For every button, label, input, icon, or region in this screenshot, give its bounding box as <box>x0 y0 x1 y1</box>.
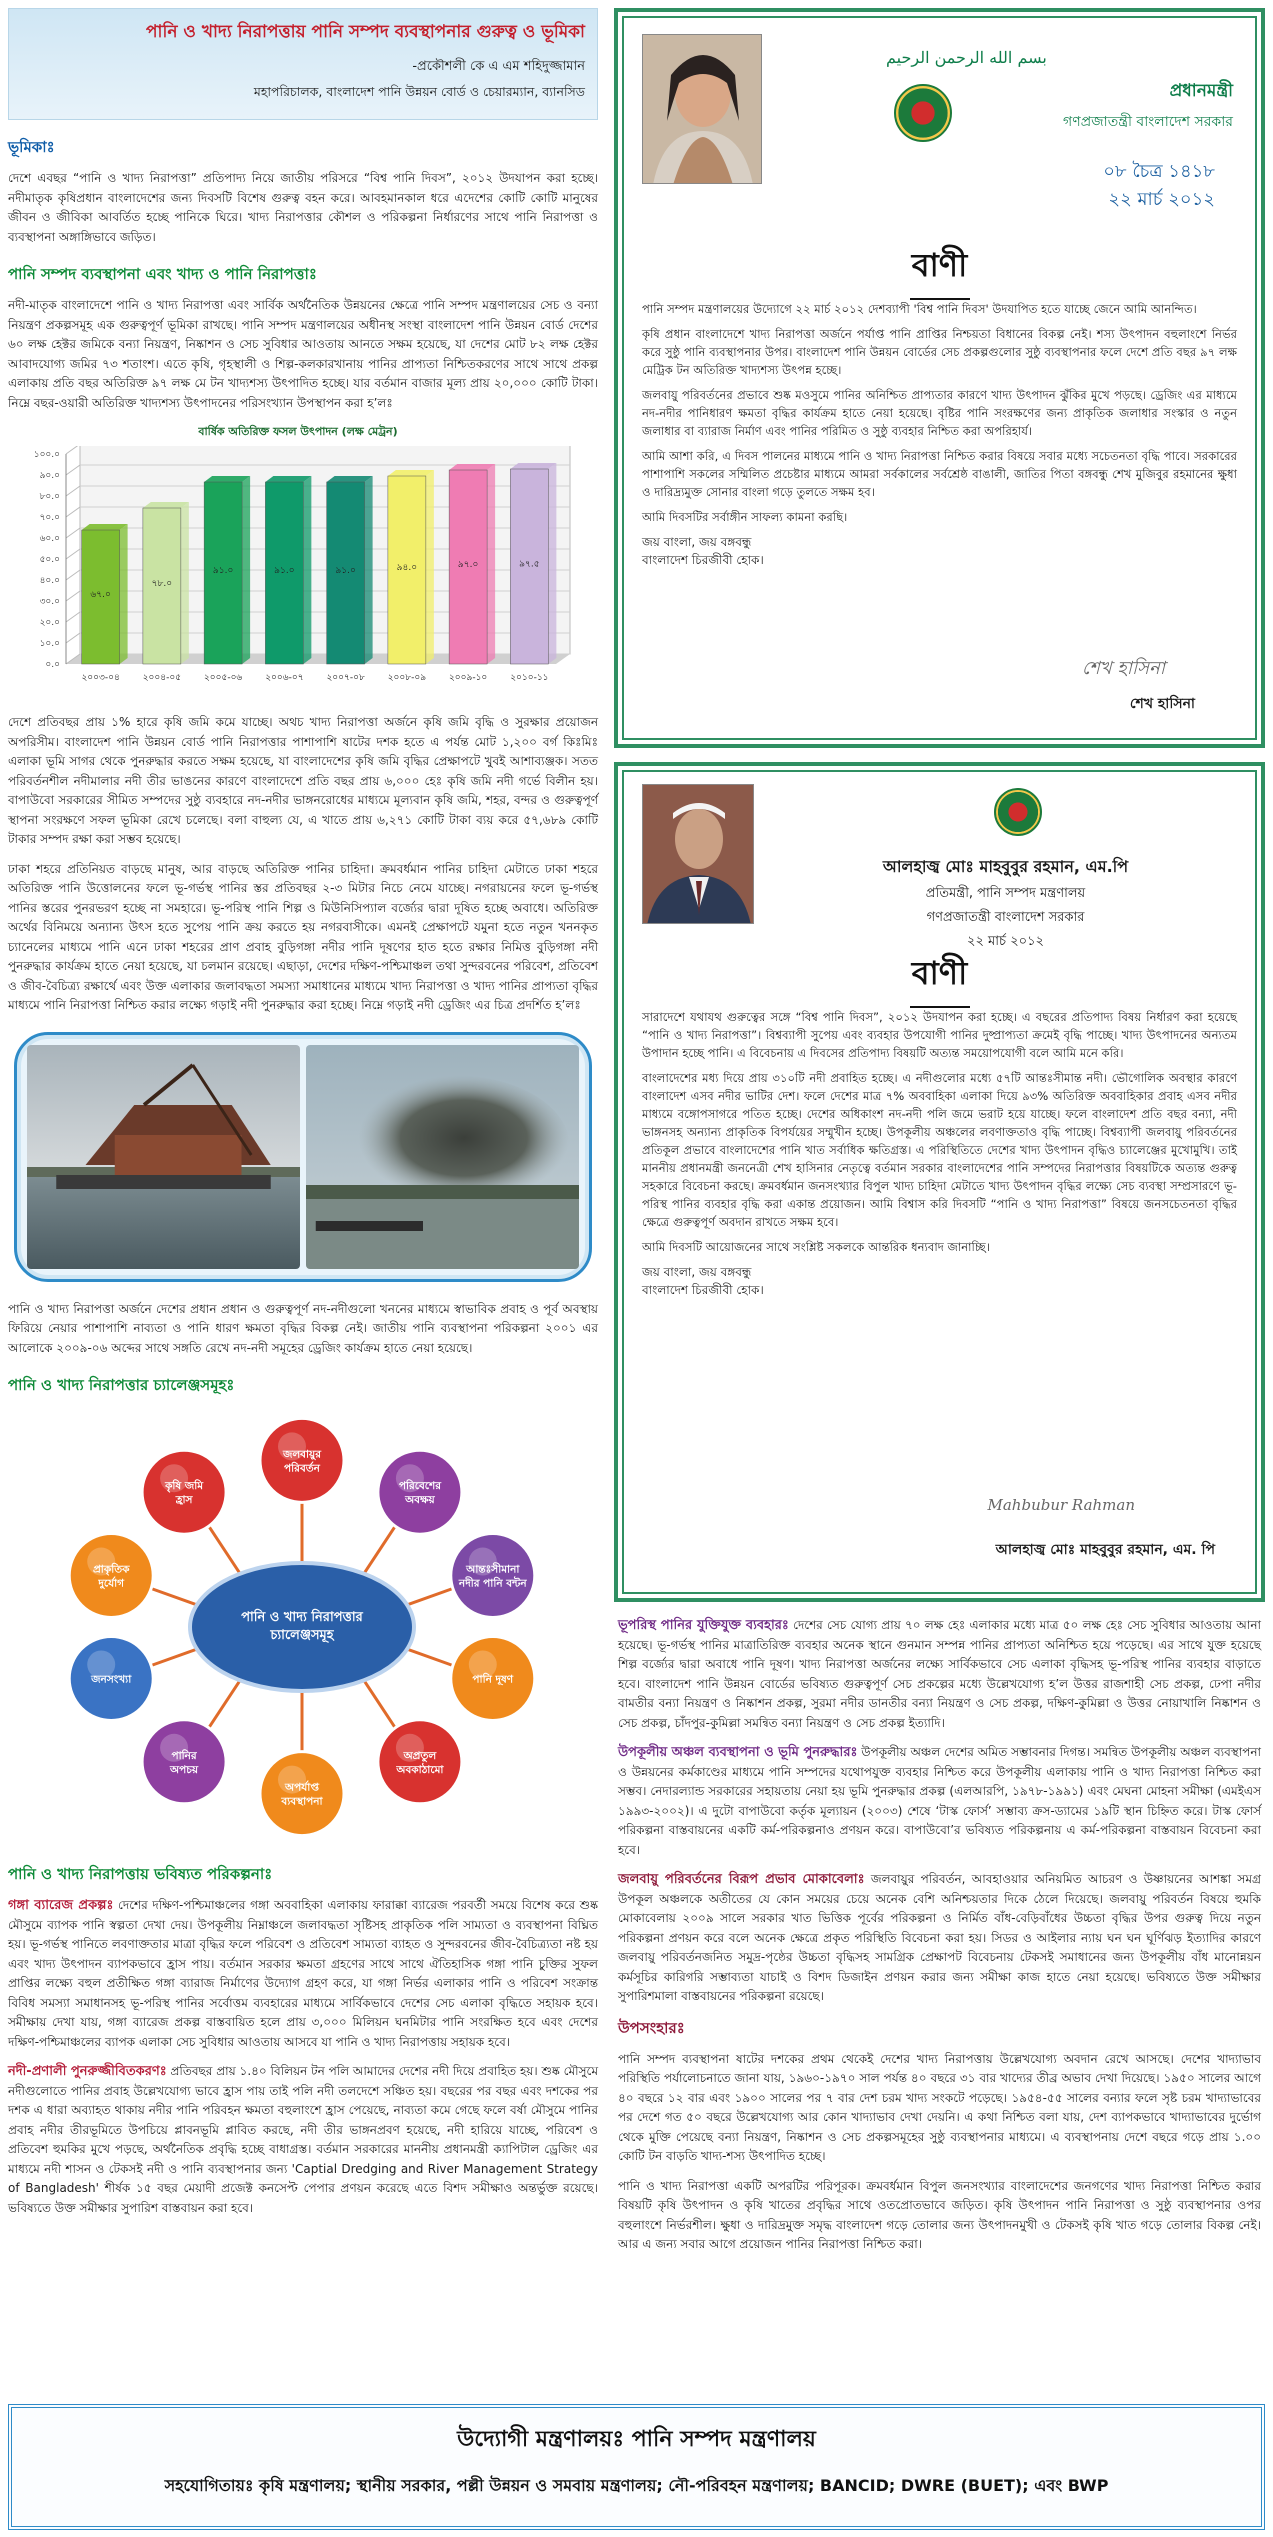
chart-gridline-side <box>66 486 80 496</box>
pm-signature: শেখ হাসিনা <box>1081 658 1165 679</box>
diagram-node-label: প্রাকৃতিক <box>92 1563 130 1576</box>
minister-head <box>774 854 1237 953</box>
article-header <box>8 8 598 120</box>
diagram-center-label: পানি ও খাদ্য নিরাপত্তার <box>241 1610 363 1625</box>
chart-value-label: ৯১.০ <box>335 566 356 576</box>
dredge-heading: নদী-প্রণালী পুনরুজ্জীবিতকরণঃ <box>8 2064 167 2079</box>
pm-body <box>642 300 1237 569</box>
dredging-photos <box>14 1032 592 1282</box>
climate-text: জলবায়ুর পরিবর্তন, আবহাওয়ার অনিয়মিত আচরণ ও উষ্ণায়নের আশঙ্কা সমগ্র উপকূল অঞ্চলকে অতীতের যে কোন সময়ের চেয়ে অনেক বেশি অনিশ্চয়তার দিকে ঠেলে দিয়েছে। জলবায়ু পরিবর্তন বিষয়ে হুমকি মোকাবেলায় ২০০৯ সালে সরকার খাত ভিত্তিক পূর্বের পরিকল্পনা ও নির্মিত বাঁধ-বেড়িবাঁধের উচ্চতা বৃদ্ধির উপর গুরুত্ব দিয়ে নতুন পরিকল্পনা প্রণয়ন করে বলে অনেক ক্ষেত্রে প্রকৃত পরিস্থিতি বিবেচনা করা হয়। সিডর ও আইলার ন্যায় ঘন ঘন ঘূর্ণিঝড় ইত্যাদির কারণে জলবায়ু পরিবর্তনজনিত সমুদ্র-পৃষ্ঠের উচ্চতা বৃদ্ধিসহ সামগ্রিক প্রেক্ষাপট বিবেচনায় টেকসই সমাধানের জন্য উপকূলীয় বাঁধ মানোন্নয়ন কর্মসূচির কারিগরি সম্ভাব্যতা যাচাই ও বিশদ ডিজাইন প্রণয়ন করার জন্য সমীক্ষা কাজ হাতে নেয়া হয়েছে। ভবিষ্যতে উক্ত সমীক্ষার সুপারিশমালা বাস্তবায়নের পরিকল্পনা রয়েছে। <box>618 1872 1261 2003</box>
production-chart <box>18 423 578 703</box>
climate-paragraph <box>618 1870 1261 2007</box>
article-title: পানি ও খাদ্য নিরাপত্তায় পানি সম্পদ ব্যবস্থাপনার গুরুত্ব ও ভূমিকা <box>145 22 585 42</box>
diagram-node-label: কৃষি জমি <box>165 1480 204 1493</box>
minister-signer: আলহাজ্ব মোঃ মাহবুবুর রহমান, এম. পি <box>995 1542 1215 1558</box>
pm-date-bn: ০৮ চৈত্র ১৪১৮ <box>1103 161 1215 182</box>
chart-bar-top <box>449 464 495 470</box>
chart-value-label: ৯১.০ <box>212 566 234 576</box>
conclusion-p2: পানি ও খাদ্য নিরাপত্তা একটি অপরটির পরিপূরক। ক্রমবর্ধমান বিপুল জনসংখ্যার বাংলাদেশের জনগণের খাদ্য নিরাপত্তা নিশ্চিত করার বিষয়টি কৃষি উৎপাদন ও কৃষি খাতের প্রবৃদ্ধির সাথে ওতপ্রোতভাবে জড়িত। কৃষি উৎপাদন পানি নিরাপত্তা ও সুষ্ঠু ব্যবস্থাপনার ওপর বহুলাংশে নির্ভরশীল। ক্ষুধা ও দারিদ্রমুক্ত সমৃদ্ধ বাংলাদেশ গড়ে তোলার জন্য উৎপাদনমুখী ও টেকসই কৃষি খাত গড়ে তোলার বিকল্প নেই। আর এ জন্য সবার আগে প্রয়োজন পানির নিরাপত্তা নিশ্চিত করা। <box>618 2178 1261 2251</box>
diagram-node-label: অবকাঠামো <box>396 1763 444 1776</box>
minister-body <box>642 1008 1237 1299</box>
challenges-diagram <box>22 1407 582 1847</box>
chart-gridline-side <box>66 507 80 517</box>
chart-value-label: ৬৭.০ <box>90 590 111 600</box>
pm-date-block <box>1103 158 1215 214</box>
diagram-node-label: আন্তঃসীমানা <box>466 1563 520 1576</box>
chart-bar-side <box>487 464 495 664</box>
pm-title: প্রধানমন্ত্রী <box>1169 81 1233 101</box>
ganges-paragraph <box>8 1896 598 2052</box>
sand-discharge-photo <box>306 1045 579 1269</box>
pm-message-inner <box>622 16 1257 740</box>
chart-bar-side <box>426 470 434 664</box>
dredge-text: প্রতিবছর প্রায় ১.৪০ বিলিয়ন টন পলি আমাদের দেশের নদী দিয়ে প্রবাহিত হয়। শুষ্ক মৌসুমে নদীগুলোতে পানির প্রবাহ উল্লেখযোগ্য ভাবে হ্রাস পায় তাই পলি নদী তলদেশে সঞ্চিত হয়। বছরের পর বছর এবং দশকের পর দশক এ ধারা অব্যাহত থাকায় নদীর পানি পরিবহন ক্ষমতা বহুলাংশে হ্রাস পেয়েছে, নাব্যতা কমে গেছে ফলে বর্ষা মৌসুমে পানির প্রবাহ নদীর তীরভূমিতে উপচিয়ে প্লাবনভূমি প্লাবিত করছে, নদী তীর ভাঙ্গনপ্রবণ হয়েছে, নদী হারিয়ে যাচ্ছে, পরিবেশ ও প্রতিবেশ হুমকির মুখে পড়ছে, অর্থনৈতিক প্রবৃদ্ধি হচ্ছে বাধাগ্রস্ত। বর্তমান সরকারের মাননীয় প্রধানমন্ত্রী ক্যাপিটাল ড্রেজিং এর মাধ্যমে নদী শাসন ও টেকসই নদী ও পানি ব্যবস্থাপনার জন্য 'Captial Dredging and River Management Strategy of Bangladesh' শীর্ষক ১৫ বছর মেয়াদী প্রজেক্ট কনসেপ্ট পেপার প্রণয়ন করেছে এতে বিশদ সমীক্ষাও অন্তর্ভুক্ত রয়েছে। ভবিষ্যতে উক্ত সমীক্ষার সুপারিশ বাস্তবায়ন করা হবে। <box>8 2064 598 2215</box>
intro-heading: ভূমিকাঃ <box>8 138 55 156</box>
chart-bar-top <box>388 470 434 476</box>
minister-message-inner <box>622 770 1257 1594</box>
chart-ytick-label: ১০০.০ <box>33 450 60 460</box>
diagram-connector <box>361 1526 395 1578</box>
pm-p2: কৃষি প্রধান বাংলাদেশে খাদ্য নিরাপত্তা অর্জনে পর্যাপ্ত পানি প্রাপ্তির নিশ্চয়তা বিধানের বিকল্প নেই। শস্য উৎপাদন বহুলাংশে নির্ভর করে সুষ্ঠু পানি ব্যবস্থাপনার উপর। বাংলাদেশ পানি উন্নয়ন বোর্ডের সেচ প্রকল্পগুলোর সুষ্ঠু ব্যবস্থাপনার ফলে দেশে প্রতি বছর ৯৭ লক্ষ মেট্রিক টন অতিরিক্ত খাদ্যশস্য উৎপন্ন হচ্ছে। <box>642 327 1237 377</box>
chart-ytick-label: ১০.০ <box>39 639 60 649</box>
minister-name: আলহাজ্ব মোঃ মাহবুবুর রহমান, এম.পি <box>882 857 1129 876</box>
pm-p5: আমি দিবসটির সর্বাঙ্গীন সাফল্য কামনা করছি। <box>642 510 848 524</box>
diagram-connector <box>361 1676 395 1728</box>
minister-bani-block <box>624 948 1255 1008</box>
chart-bar-side <box>548 463 556 664</box>
ministry-emblem <box>994 788 1042 836</box>
minister-p3: আমি দিবসটি আয়োজনের সাথে সংশ্লিষ্ট সকলকে আন্তরিক ধন্যবাদ জানাচ্ছি। <box>642 1240 990 1254</box>
minister-p1: সারাদেশে যথাযথ গুরুত্বের সঙ্গে “বিশ্ব পানি দিবস”, ২০১২ উদযাপন করা হচ্ছে। এ বছরের প্রতিপাদ্য বিষয় নির্ধারণ করা হয়েছে “পানি ও খাদ্য নিরাপত্তা”। বিশ্বব্যাপী সুপেয় এবং ব্যবহার উপযোগী পানির দুষ্প্রাপ্যতা ক্রমেই বৃদ্ধি পাচ্ছে। খাদ্য উৎপাদনের অন্যতম উপাদান হচ্ছে পানি। এ বিবেচনায় এ দিবসের প্রতিপাদ্য বিষয়টি অত্যন্ত সময়োপযোগী বলে আমি মনে করি। <box>642 1010 1237 1060</box>
pm-title-block <box>1063 78 1233 134</box>
future-heading: পানি ও খাদ্য নিরাপত্তায় ভবিষ্যত পরিকল্পনাঃ <box>8 1865 273 1883</box>
pm-signer: শেখ হাসিনা <box>1129 696 1195 712</box>
diagram-node-label: অপর্যাপ্ত <box>285 1781 319 1794</box>
left-column <box>8 8 598 2408</box>
conclusion-heading: উপসংহারঃ <box>618 2018 685 2037</box>
chart-gridline-side <box>66 633 80 643</box>
chart-ytick-label: ৪০.০ <box>39 576 60 586</box>
chart-gridline-side <box>66 465 80 475</box>
surface-paragraph <box>618 1616 1261 1733</box>
diagram-node-label: অবক্ষয় <box>405 1494 435 1507</box>
diagram-center-label: চ্যালেঞ্জসমূহ <box>270 1628 334 1643</box>
chart-bar-side <box>242 476 250 664</box>
chart-ytick-label: ৫০.০ <box>39 555 60 565</box>
pm-closing-2: বাংলাদেশ চিরজীবী হোক। <box>642 553 764 567</box>
footer-main: উদ্যোগী মন্ত্রণালয়ঃ পানি সম্পদ মন্ত্রণালয় <box>457 2427 816 2452</box>
diagram-node-label: হ্রাস <box>175 1494 193 1507</box>
chart-category-label: ২০০৫-০৬ <box>203 673 243 683</box>
pm-org: গণপ্রজাতন্ত্রী বাংলাদেশ সরকার <box>1063 114 1233 130</box>
diagram-node-label: জনসংখ্যা <box>91 1673 132 1686</box>
minister-bani-heading: বাণী <box>911 954 968 992</box>
chart-value-label: ৯৭.৫ <box>519 559 540 570</box>
right-column <box>614 8 1265 2408</box>
chart-ytick-label: ৯০.০ <box>39 471 60 481</box>
footer-sub: সহযোগিতায়ঃ কৃষি মন্ত্রণালয়; স্থানীয় সরকার, পল্লী উন্নয়ন ও সমবায় মন্ত্রণালয়; নৌ-পরিবহন মন্ত্রণালয়; BANCID; DWRE (BUET); এবং BWP <box>164 2476 1109 2495</box>
right-article <box>614 1616 1265 2255</box>
pm-date-en: ২২ মার্চ ২০১২ <box>1108 189 1215 210</box>
chart-category-label: ২০০৯-১০ <box>448 673 488 683</box>
pm-p3: জলবায়ু পরিবর্তনের প্রভাবে শুষ্ক মওসুমে পানির অনিশ্চিত প্রাপ্যতার কারণে খাদ্য উৎপাদন ঝুঁকির মুখে পড়ছে। ড্রেজিং এর মাধ্যমে নদ-নদীর পানিধারণ ক্ষমতা বৃদ্ধির কার্যক্রম হাতে নেয়া হয়েছে। বৃষ্টির পানি সংরক্ষণের জন্য প্রাকৃতিক জলাধার সংস্কার ও নতুন জলাধার বা ব্যারাজ নির্মাণ এবং পানির পরিমিত ও সুষ্ঠু ব্যবহার নিশ্চিত করা অপরিহার্য। <box>642 388 1237 438</box>
bismillah: بسم الله الرحمن الرحيم <box>886 48 1047 67</box>
wrm-heading: পানি সম্পদ ব্যবস্থাপনা এবং খাদ্য ও পানি নিরাপত্তাঃ <box>8 265 317 283</box>
pm-closing-1: জয় বাংলা, জয় বঙ্গবন্ধু <box>642 535 752 549</box>
chart-category-label: ২০১০-১১ <box>510 673 549 683</box>
chart-ytick-label: ৬০.০ <box>39 534 60 544</box>
diagram-center <box>190 1563 414 1691</box>
chart-bar-side <box>120 524 128 664</box>
diagram-node-label: জলবায়ুর <box>282 1448 322 1461</box>
dredger-photo <box>27 1045 300 1269</box>
pm-bani-block <box>624 240 1255 300</box>
diagram-connector <box>209 1526 243 1578</box>
diagram-svg <box>22 1407 582 1847</box>
diagram-node-label: পরিবর্তন <box>284 1462 320 1475</box>
wrm-paragraph: নদী-মাতৃক বাংলাদেশে পানি ও খাদ্য নিরাপত্তা এবং সার্বিক অর্থনৈতিক উন্নয়নের ক্ষেত্রে পানি সম্পদ মন্ত্রণালয়ের সেচ ও বন্যা নিয়ন্ত্রণ প্রকল্পসমূহ এক গুরুত্বপূর্ণ ভূমিকা রাখছে। পানি সম্পদ মন্ত্রণালয়ের অধীনস্থ সংস্থা বাংলাদেশ পানি উন্নয়ন বোর্ড দেশের ৬০ লক্ষ হেক্টর জমিকে বন্যা নিয়ন্ত্রণ, নিষ্কাশন ও সেচ সুবিধার আওতায় আনতে সক্ষম হয়েছে, যা দেশের মোট ৮২ লক্ষ হেক্টর আবাদযোগ্য জমির ৭৩ শতাংশ। এতে কৃষি, গৃহস্থালী ও শিল্প-কলকারখানায় পানির প্রাপ্যতা নিশ্চিতকরণের সাথে সাথে প্রকল্প এলাকায় প্রতি বছর অতিরিক্ত ৯৭ লক্ষ মে টন খাদ্যশস্য উৎপাদিত হচ্ছে। যার বর্তমান বাজার মূল্য প্রায় ২০,০০০ কোটি টাকা। নিম্নে বছর-ওয়ারী অতিরিক্ত খাদ্যশস্য উৎপাদনের পরিসংখ্যান উপস্থাপন করা হ’লঃ <box>8 298 598 410</box>
chart-value-label: ৭৮.০ <box>151 579 173 589</box>
surface-heading: ভূপরিস্থ পানির যুক্তিযুক্ত ব্যবহারঃ <box>618 1618 789 1633</box>
minister-message-box <box>614 762 1265 1602</box>
minister-closing-1: জয় বাংলা, জয় বঙ্গবন্ধু <box>642 1265 752 1279</box>
intro-paragraph: দেশে এবছর “পানি ও খাদ্য নিরাপত্তা” প্রতিপাদ্য নিয়ে জাতীয় পরিসরে “বিশ্ব পানি দিবস”, ২০১২ উদযাপন করা হচ্ছে। নদীমাতৃক কৃষিপ্রধান বাংলাদেশের জন্য দিবসটি বিশেষ গুরুত্ব বহন করে। আবহমানকাল ধরে এদেশের কোটি কোটি মানুষের জীবন ও জীবিকা আবর্তিত হচ্ছে পানিকে ঘিরে। খাদ্য নিরাপত্তার কৌশল ও পরিকল্পনা নির্ধারণের সাথে পানি নিরাপত্তা ও ব্যবস্থাপনা অঙ্গাঙ্গিভাবে জড়িত। <box>8 171 598 244</box>
chart-gridline-side <box>66 612 80 622</box>
challenge-heading: পানি ও খাদ্য নিরাপত্তার চ্যালেঞ্জসমূহঃ <box>8 1376 235 1394</box>
chart-bar-side <box>303 476 311 664</box>
article-author: -প্রকৌশলী কে এ এম শহিদুজ্জামান <box>412 59 585 74</box>
article-designation: মহাপরিচালক, বাংলাদেশ পানি উন্নয়ন বোর্ড ও চেয়ারম্যান, ব্যানসিড <box>253 84 585 99</box>
dhaka-paragraph: ঢাকা শহরে প্রতিনিয়ত বাড়ছে মানুষ, আর বাড়ছে অতিরিক্ত পানির চাহিদা। ক্রমবর্ধমান পানির চাহিদা মেটাতে ঢাকা শহরে অতিরিক্ত পানি উত্তোলনের ফলে ভূ-গর্ভস্থ পানির স্তর প্রতিবছর ২-৩ মিটার নিচে নেমে যাচ্ছে। নগরায়নের ফলে ভূ-গর্ভস্থ পানির স্তরের পুনরভরণ হচ্ছে না সমহারে। ভূ-পরিস্থ পানি শিল্প ও মিউনিসিপ্যাল বর্জ্যের দ্বারা দূষিত হচ্ছে অবাধে। অতিরিক্ত অর্থের বিনিময়ে অন্যান্য উৎস হতে সুপেয় পানি ক্রয় করতে হয় নগরবাসীকে। এমনই প্রেক্ষাপটে যমুনা হতে নতুন খননকৃত চ্যানেলের মাধ্যমে পানি এনে ঢাকা শহরের প্রাণ প্রবাহ বুড়িগঙ্গা নদীর পানি দূষণের হাত হতে রক্ষার নিমিত্ত বুড়িগঙ্গা নদী পুনরুদ্ধার কার্যক্রম হাতে নেয়া হয়েছে, যা চলমান রয়েছে। এছাড়া, দেশের দক্ষিণ-পশ্চিমাঞ্চল তথা সুন্দরবনের পরিবেশ, প্রতিবেশ ও জীব-বৈচিত্র্য রক্ষার্থে এবং উক্ত এলাকার জলাবদ্ধতা সমস্যা সমাধানের মাধ্যমে খাদ্য নিরাপত্তা ও খাদ্য পানির প্রাপ্যতা বৃদ্ধির মাধ্যমে পানি নিরাপত্তা নিশ্চিত করার লক্ষ্যে গড়াই নদী পুনরুদ্ধার করা হচ্ছে। নিম্নে গড়াই নদী ড্রেজিং এর চিত্র প্রদর্শিত হ’লঃ <box>8 861 598 1012</box>
ganges-heading: গঙ্গা ব্যারেজ প্রকল্পঃ <box>8 1898 114 1913</box>
minister-title: প্রতিমন্ত্রী, পানি সম্পদ মন্ত্রণালয় <box>925 886 1086 901</box>
pm-p1: পানি সম্পদ মন্ত্রণালয়ের উদ্যোগে ২২ মার্চ ২০১২ দেশব্যাপী 'বিশ্ব পানি দিবস' উদযাপিত হতে যাচ্ছে জেনে আমি আনন্দিত। <box>642 302 1197 316</box>
chart-gridline-side <box>66 446 80 454</box>
chart-value-label: ৯৪.০ <box>396 563 418 573</box>
chart-bar-side <box>181 502 189 664</box>
coastal-heading: উপকূলীয় অঞ্চল ব্যবস্থাপনা ও ভূমি পুনরুদ্ধারঃ <box>618 1745 858 1760</box>
river-paragraph: পানি ও খাদ্য নিরাপত্তা অর্জনে দেশের প্রধান প্রধান ও গুরুত্বপূর্ণ নদ-নদীগুলো খননের মাধ্যমে স্বাভাবিক প্রবাহ ও পূর্ব অবস্থায় ফিরিয়ে নেয়ার পাশাপাশি নাব্যতা ও পানি ধারণ ক্ষমতা বৃদ্ধির বিকল্প নেই। জাতীয় পানি ব্যবস্থাপনা পরিকল্পনা ২০০১ এর আলোকে ২০০৯-০৬ অব্দের সাথে সঙ্গতি রেখে নদ-নদী সমূহের ড্রেজিং কার্যক্রম হাতে নেয়া হয়েছে। <box>8 1301 598 1355</box>
diagram-connector <box>209 1676 243 1728</box>
diagram-node-label: পানির <box>171 1749 197 1762</box>
pm-message-box <box>614 8 1265 748</box>
minister-signature: Mahbubur Rahman <box>987 1496 1135 1514</box>
chart-category-label: ২০০৩-০৪ <box>81 673 120 683</box>
minister-portrait <box>642 784 754 924</box>
minister-org: গণপ্রজাতন্ত্রী বাংলাদেশ সরকার <box>926 910 1085 925</box>
chart-value-label: ৯৭.০ <box>457 560 479 570</box>
chart-ytick-label: ০.০ <box>45 660 60 670</box>
chart-category-label: ২০০৭-০৮ <box>326 673 365 683</box>
chart-svg <box>18 446 578 708</box>
chart-title: বার্ষিক অতিরিক্ত ফসল উৎপাদন (লক্ষ মেট্রন) <box>198 425 398 438</box>
chart-ytick-label: ৭০.০ <box>39 513 60 523</box>
pm-portrait <box>642 34 762 184</box>
conclusion-p1: পানি সম্পদ ব্যবস্থাপনা ষাটের দশকের প্রথম থেকেই দেশের খাদ্য নিরাপত্তায় উল্লেখযোগ্য অবদান রেখে আসছে। দেশের খাদ্যাভাব পরিস্থিতি পর্যালোচনাতে জানা যায়, ১৯৬০-১৯৭০ সাল পর্যন্ত ৪০ বছরে ৩১ বার খাদ্যের তীব্র অভাব দেখা দিয়েছে। ১৯৫০ সালের আগে ৪০ বছরে ১২ বার এবং ১৯০০ সালের পর ৭ বার দেশ চরম খাদ্য সংকটে পড়েছে। ১৯৫৪-৫৫ সালের বন্যার ফলে সৃষ্ট চরম খাদ্যাভাবের পর দেশে গত ৫০ বছরে উল্লেখযোগ্য আর কোন খাদ্যাভাব দেখা দেয়নি। এ কথা নিশ্চিত বলা যায়, দেশ ব্যাপকভাবে খাদ্যাভাবের দুর্ভোগ থেকে মুক্তি পেয়েছে বন্যা নিয়ন্ত্রণ, নিষ্কাশন ও সেচ প্রকল্পসমূহের সুষ্ঠু ব্যবস্থাপনার মাধ্যমে। এ ব্যবস্থাপনায় দেশে বছরে গড়ে প্রায় ১.০০ কোটি টন বাড়তি খাদ্য-শস্য উৎপাদিত হচ্ছে। <box>618 2051 1261 2163</box>
chart-ytick-label: ২০.০ <box>39 618 60 628</box>
footer <box>8 2404 1265 2530</box>
chart-category-label: ২০০৪-০৫ <box>142 673 182 683</box>
minister-p2: বাংলাদেশের মধ্য দিয়ে প্রায় ৩১০টি নদী প্রবাহিত হচ্ছে। এ নদীগুলোর মধ্যে ৫৭টি আন্তঃসীমান্ত নদী। ভৌগোলিক অবস্থার কারণে বাংলাদেশ এসব নদীর ভাটির দেশ। ফলে দেশের মাত্র ৭% অববাহিকা এলাকা দিয়ে ৯৩% অতিরিক্ত অববাহিকার প্রবাহ এসব নদীর মাধ্যমে বঙ্গোপসাগরে পতিত হচ্ছে। দেশের অধিকাংশ নদ-নদী পলি জমে ভরাট হয়ে যাচ্ছে। ফলে বাংলাদেশ প্রতি বছর বন্যা, নদী ভাঙ্গনসহ অন্যান্য প্রাকৃতিক বিপর্যয়ের সম্মুখীন হচ্ছে। উপকূলীয় অঞ্চলের লবণাক্ততাও বৃদ্ধি পাচ্ছে। বিশ্বব্যাপী জলবায়ু পরিবর্তনের প্রতিকূল প্রভাবে বাংলাদেশের পানি খাত সর্বাধিক ক্ষতিগ্রস্ত। এ পরিস্থিতিতে দেশের খাদ্য উৎপাদন বৃদ্ধিও চ্যালেঞ্জের মুখোমুখি। তাই মাননীয় প্রধানমন্ত্রী জননেত্রী শেখ হাসিনার নেতৃত্বে বর্তমান সরকার বাংলাদেশের পানি সম্পদের নিরাপত্তার বিষয়টিকে অত্যন্ত গুরুত্ব সহকারে বিবেচনা করছে। ক্রমবর্ধমান জনসংখ্যার বিপুল খাদ্য চাহিদা মেটাতে খাদ্য উৎপাদন বৃদ্ধির লক্ষ্যে সেচ ব্যবস্থা সম্প্রসারণে ভূ-পরিস্থ পানির ব্যবহার বৃদ্ধি করা একান্ত প্রয়োজন। আমি বিশ্বাস করি দিবসটি “পানি ও খাদ্য নিরাপত্তা” বিষয়ে জনসচেতনতা বৃদ্ধির ক্ষেত্রে গুরুত্বপূর্ণ অবদান রাখতে সক্ষম হবে। <box>642 1071 1237 1229</box>
diagram-node-label: নদীর পানি বন্টন <box>458 1577 527 1590</box>
diagram-node-label: পানি দূষণ <box>472 1673 514 1686</box>
chart-bar-top <box>327 476 373 482</box>
diagram-node-label: দুর্যোগ <box>98 1577 125 1590</box>
minister-date: ২২ মার্চ ২০১২ <box>967 934 1044 949</box>
chart-gridline-side <box>66 549 80 559</box>
dredge-paragraph <box>8 2062 598 2218</box>
govt-emblem <box>894 84 952 142</box>
land-paragraph: দেশে প্রতিবছর প্রায় ১% হারে কৃষি জমি কমে যাচ্ছে। অথচ খাদ্য নিরাপত্তা অর্জনে কৃষি জমি বৃদ্ধি ও সুরক্ষার প্রয়োজন অপরিসীম। বাংলাদেশ পানি উন্নয়ন বোর্ড পানি নিরাপত্তার পাশাপাশি ষাটের দশক হতে এ পর্যন্ত মোট ১,২০০ বর্গ কিঃমিঃ এলাকা ভূমি সাগর থেকে পুনরুদ্ধার করতে সক্ষম হয়েছে, যা বাংলাদেশের কৃষি জমি বৃদ্ধির প্রেক্ষাপটে খুবই আশাব্যঞ্জক। সতত পরিবর্তনশীল নদীমালার নদী তীর ভাঙনের কারণে বাংলাদেশে প্রতি বছর প্রায় ৬,০০০ হেঃ কৃষি জমি নদী গর্ভে বিলীন হয়। বাপাউবো সরকারের সীমিত সম্পদের সুষ্ঠু ব্যবহারে নদ-নদীর ভাঙ্গনরোধের মাধ্যমে মূল্যবান কৃষি জমি, শহর, বন্দর ও গুরুত্বপূর্ণ স্থাপনা সংরক্ষণে সফল ভূমিকা রেখে চলেছে। বলা বাহুল্য যে, এ খাতে প্রায় ৬,২৭১ কোটি টাকা ব্যয় করে ৫৭,৬৮৯ কোটি টাকার সম্পদ রক্ষা করা সম্ভব হয়েছে। <box>8 715 598 846</box>
surface-text: দেশের সেচ যোগ্য প্রায় ৭০ লক্ষ হেঃ এলাকার মধ্যে মাত্র ৫০ লক্ষ হেঃ সেচ সুবিধার আওতায় আনা হয়েছে। ভূ-গর্ভস্থ পানির মাত্রাতিরিক্ত ব্যবহার অনেক স্থানে গুনমান সম্পন্ন পানির প্রাপ্যতা অনিশ্চিত হয়ে পড়েছে। এর সাথে যুক্ত হয়েছে শিল্প বর্জ্যের দ্বারা অবাধে পানি দূষণ। খাদ্য নিরাপত্তা অর্জনের লক্ষ্যে সার্বিকভাবে সেচ এলাকা বৃদ্ধিসহ ভূ-পরিস্থ পানির ব্যবহার বাড়াতে হবে। বাংলাদেশ পানি উন্নয়ন বোর্ডের ভবিষ্যত গুরুত্বপূর্ণ সেচ প্রকল্পের মধ্যে উল্লেখযোগ্য হ’ল উত্তর রাজশাহী সেচ প্রকল্প, ঢেপা নদীর বামতীর বন্যা নিয়ন্ত্রণ ও নিষ্কাশন প্রকল্প, সুরমা নদীর ডানতীর বন্যা নিয়ন্ত্রণ ও সেচ প্রকল্প, দক্ষিণ-কুমিল্লা ও উত্তর নোয়াখালি নিষ্কাশন ও সেচ প্রকল্প, চাঁদপুর-কুমিল্লা সমন্বিত বন্যা নিয়ন্ত্রণ ও সেচ প্রকল্প ইত্যাদি। <box>618 1618 1261 1730</box>
pm-p4: আমি আশা করি, এ দিবস পালনের মাধ্যমে পানি ও খাদ্য নিরাপত্তা নিশ্চিত করার বিষয়ে সবার মধ্যে সচেতনতা বৃদ্ধি পাবে। সরকারের পাশাপাশি সকলের সম্মিলিত প্রচেষ্টার মাধ্যমে আমরা সর্বকালের সর্বশ্রেষ্ঠ বাঙালী, জাতির পিতা বঙ্গবন্ধু শেখ মুজিবুর রহমানের ক্ষুধা ও দারিদ্র্যমুক্ত সোনার বাংলা গড়ে তুলতে সক্ষম হব। <box>642 449 1237 499</box>
diagram-node-label: অপ্রতুল <box>403 1749 437 1762</box>
chart-value-label: ৯১.০ <box>274 566 295 576</box>
minister-closing-2: বাংলাদেশ চিরজীবী হোক। <box>642 1283 764 1297</box>
coastal-text: উপকূলীয় অঞ্চল দেশের অমিত সম্ভাবনার দিগন্ত। সমন্বিত উপকূলীয় অঞ্চল ব্যবস্থাপনা ও উন্নয়নের কর্মকাণ্ডের মাধ্যমে পানি সম্পদের যথোপযুক্ত ব্যবহার নিশ্চিত করে উপকূলীয় এলাকায় পানি ও খাদ্য নিরাপত্তা নিশ্চিত করা সম্ভব। নেদারল্যান্ড সরকারের সহায়তায় নেয়া হয় ভূমি পুনরুদ্ধার প্রকল্প (এলআরপি, ১৯৭৮-১৯৯১) এবং মেঘনা মোহনা সমীক্ষা (এমইএস ১৯৯৩-২০০২)। এ দুটো বাপাউবো কর্তৃক মূল্যায়ন (২০০৩) শেষে ‘টাস্ক ফোর্স’ সম্ভাব্য ক্রস-ড্যামের ১৯টি স্থান চিহ্নিত করে। টাস্ক ফোর্স পরিকল্পনা বাস্তবায়নের একটি কর্ম-পরিকল্পনাও প্রণয়ন করে। বাপাউবো’র ভবিষ্যত পরিকল্পনায় এ কর্ম-পরিকল্পনা বাস্তবায়ন বিবেচনা করা হবে। <box>618 1745 1262 1857</box>
diagram-node-label: ব্যবস্থাপনা <box>281 1795 323 1808</box>
chart-ytick-label: ৮০.০ <box>39 492 60 502</box>
pm-bani-heading: বাণী <box>911 246 968 284</box>
chart-ytick-label: ৩০.০ <box>39 597 60 607</box>
chart-bar-top <box>510 463 556 469</box>
chart-gridline-side <box>66 570 80 580</box>
chart-bar-top <box>204 476 250 482</box>
coastal-paragraph <box>618 1743 1261 1860</box>
chart-bar-side <box>365 476 373 664</box>
chart-bar-top <box>265 476 311 482</box>
chart-gridline-side <box>66 591 80 601</box>
diagram-node-label: পরিবেশের <box>398 1480 442 1493</box>
diagram-node-label: অপচয় <box>170 1763 199 1776</box>
chart-bar-top <box>143 502 189 508</box>
chart-category-label: ২০০৬-০৭ <box>265 673 304 683</box>
chart-category-label: ২০০৮-০৯ <box>387 673 427 683</box>
ganges-text: দেশের দক্ষিণ-পশ্চিমাঞ্চলের গঙ্গা অববাহিকা এলাকায় ফারাক্কা ব্যারেজ পরবর্তী সময়ে বিশেষ করে শুষ্ক মৌসুমে ব্যাপক পানি স্বল্পতা দেখা দেয়। উপকূলীয় নিম্নাঞ্চলে জলাবদ্ধতা সৃষ্টিসহ প্রাকৃতিক পলি সাম্যতা ও ব্যবস্থাপনা বিঘ্নিত হয়। ভূ-গর্ভস্থ পানিতে লবণাক্ততার মাত্রা বৃদ্ধির ফলে পরিবেশ ও প্রতিবেশ সাম্যতা ব্যাহত ও সুন্দরবনের জীব-বৈচিত্র্যতা নষ্ট হয় এবং খাদ্য উৎপাদন ব্যাপকভাবে হ্রাস পায়। বর্তমান সরকার ক্ষমতা গ্রহণের সাথে সাথে ঐতিহাসিক গঙ্গা পানি চুক্তির সুফল প্রাপ্তির লক্ষ্যে বহুল প্রতীক্ষিত গঙ্গা ব্যারাজ নির্মাণের উদ্যোগ গ্রহণ করে, যা গঙ্গা নির্ভর এলাকার পানি ও পরিবেশ সংক্রান্ত বিবিধ সমস্যা সমাধানসহ ভূ-পরিস্থ পানির সর্বোত্তম ব্যবহারের মাধ্যমে সার্বিকভাবে দেশের সেচ এলাকা বৃদ্ধিতে সহায়ক হবে। সমীক্ষায় দেখা যায়, গঙ্গা ব্যারেজ প্রকল্প বাস্তবায়িত হলে প্রায় ৩,০০০ মিলিয়ন ঘনমিটার পানি সংরক্ষিত হবে এবং দেশের দক্ষিণ-পশ্চিমাঞ্চলের ব্যাপক এলাকা সেচ সুবিধার আওতায় আসবে যা পানি ও খাদ্য নিরাপত্তায় সহায়ক হবে। <box>8 1898 598 2049</box>
climate-heading: জলবায়ু পরিবর্তনের বিরূপ প্রভাব মোকাবেলাঃ <box>618 1872 865 1887</box>
chart-bar-top <box>82 524 128 530</box>
chart-gridline-side <box>66 528 80 538</box>
